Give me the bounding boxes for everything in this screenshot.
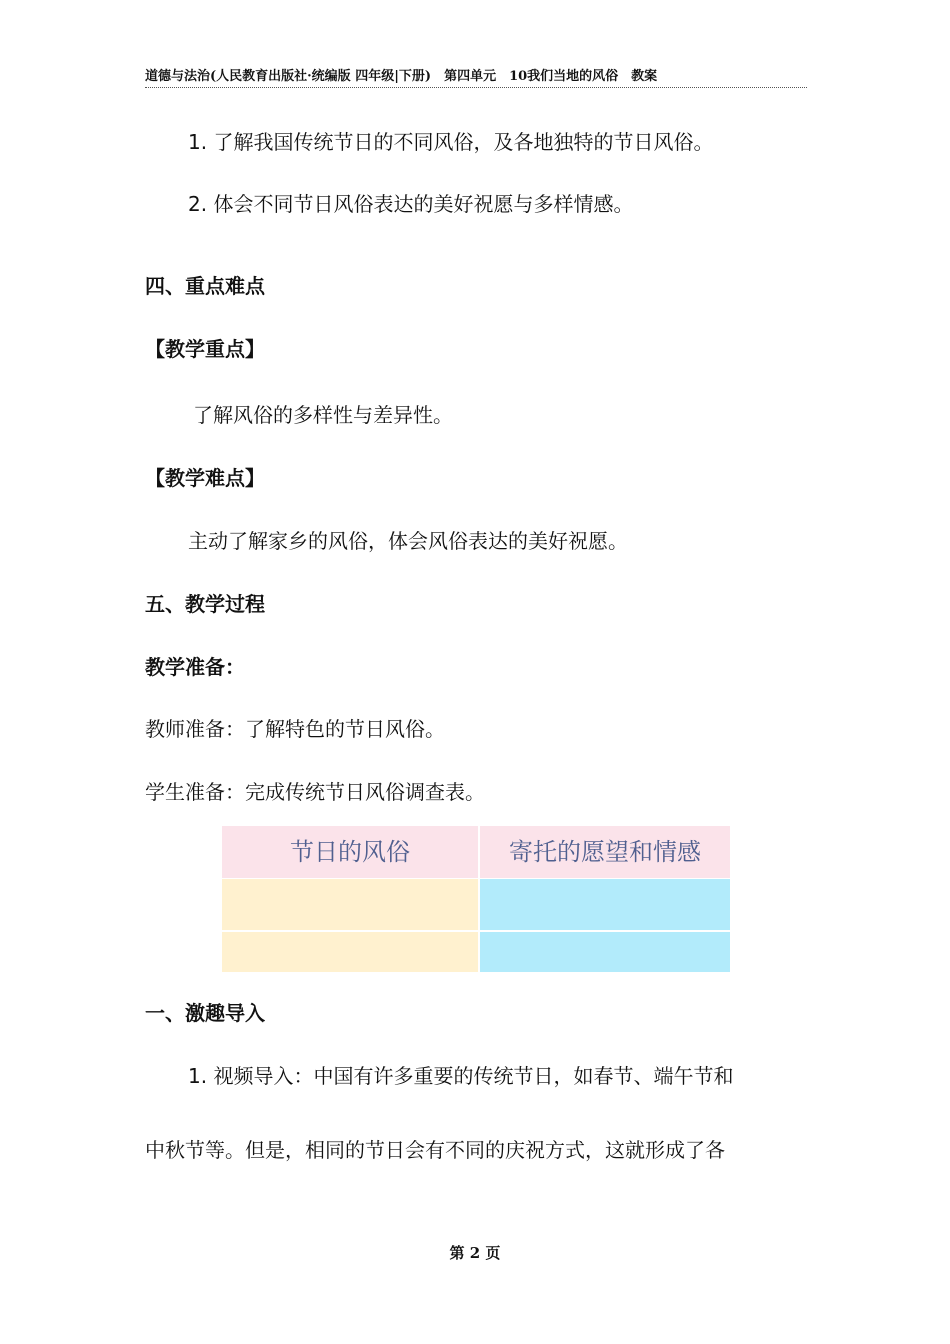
- table-cell: [480, 879, 730, 930]
- difficulty-text: 主动了解家乡的风俗，体会风俗表达的美好祝愿。: [188, 529, 628, 553]
- step-1-paragraph-line-2: 中秋节等。但是，相同的节日会有不同的庆祝方式，这就形成了各: [145, 1138, 725, 1162]
- section-5-heading: 五、教学过程: [145, 592, 265, 616]
- survey-table: [222, 826, 730, 972]
- teacher-prep: 教师准备：了解特色的节日风俗。: [145, 717, 445, 741]
- step-1-paragraph-line-1: 1. 视频导入：中国有许多重要的传统节日，如春节、端午节和: [188, 1064, 734, 1088]
- prep-heading: 教学准备：: [145, 655, 245, 679]
- section-4-heading: 四、重点难点: [145, 274, 265, 298]
- table-cell: [222, 932, 478, 972]
- objective-1: 1. 了解我国传统节日的不同风俗，及各地独特的节日风俗。: [188, 130, 714, 154]
- table-header-customs: 节日的风俗: [222, 826, 478, 878]
- table-cell: [480, 932, 730, 972]
- step-1-heading: 一、激趣导入: [145, 1001, 265, 1025]
- table-header-wishes: 寄托的愿望和情感: [480, 826, 730, 878]
- difficulty-heading: 【教学难点】: [145, 466, 265, 490]
- page-header: 道德与法治(人民教育出版社·统编版 四年级|下册) 第四单元 10我们当地的风俗 教案: [145, 68, 807, 88]
- key-point-heading: 【教学重点】: [145, 337, 265, 361]
- student-prep: 学生准备：完成传统节日风俗调查表。: [145, 780, 485, 804]
- page-number: 第 2 页: [449, 1244, 501, 1262]
- objective-2: 2. 体会不同节日风俗表达的美好祝愿与多样情感。: [188, 192, 634, 216]
- table-cell: [222, 879, 478, 930]
- key-point-text: 了解风俗的多样性与差异性。: [193, 403, 453, 427]
